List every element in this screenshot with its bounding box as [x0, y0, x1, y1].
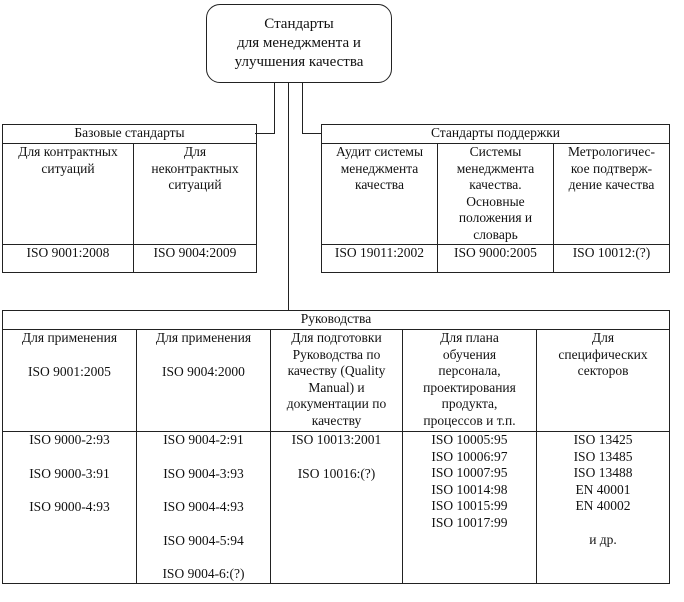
support-standards-title: Стандарты поддержки	[322, 125, 670, 144]
root-line-1: Стандарты	[264, 16, 334, 32]
root-line-2: для менеджмента и	[237, 35, 361, 51]
base-standard-noncontract: ISO 9004:2009	[134, 245, 257, 273]
support-standard-metrology: ISO 10012:(?)	[554, 245, 670, 273]
root-line-3: улучшения качества	[234, 54, 364, 70]
base-standard-contract: ISO 9001:2008	[3, 245, 134, 273]
guides-header-9001: Для применения ISO 9001:2005	[3, 330, 137, 432]
guides-header-9004: Для применения ISO 9004:2000	[137, 330, 271, 432]
guides-title: Руководства	[3, 311, 670, 330]
support-standard-qms: ISO 9000:2005	[438, 245, 554, 273]
guides-header-sectors: Для специфических секторов	[537, 330, 670, 432]
guides-table	[2, 310, 670, 584]
guides-header-quality-manual: Для подготовки Руководства по качеству (Quality Manual) и документации по качеству	[271, 330, 403, 432]
support-standard-audit: ISO 19011:2002	[322, 245, 438, 273]
support-header-audit: Аудит системы менеджмента качества	[322, 144, 438, 245]
guides-items-quality-manual: ISO 10013:2001 ISO 10016:(?)	[271, 432, 403, 584]
root-box	[206, 4, 392, 83]
base-header-noncontract: Для неконтрактных ситуаций	[134, 144, 257, 245]
support-header-metrology: Метрологичес- кое подтверж- дение качества	[554, 144, 670, 245]
base-standards-table	[2, 124, 257, 273]
guides-header-training: Для плана обучения персонала, проектирования продукта, процессов и т.п.	[403, 330, 537, 432]
guides-items-training: ISO 10005:95 ISO 10006:97 ISO 10007:95 ISO 10014:98 ISO 10015:99 ISO 10017:99	[403, 432, 537, 584]
support-standards-table	[321, 124, 670, 273]
connector-root-to-support-vertical	[302, 83, 303, 134]
guides-items-9001: ISO 9000-2:93 ISO 9000-3:91 ISO 9000-4:93	[3, 432, 137, 584]
connector-root-to-support-horizontal	[302, 133, 321, 134]
base-header-contract: Для контрактных ситуаций	[3, 144, 134, 245]
connector-root-to-guides-vertical	[288, 83, 289, 311]
base-standards-title: Базовые стандарты	[3, 125, 257, 144]
connector-root-to-base-horizontal	[255, 133, 275, 134]
guides-items-sectors: ISO 13425 ISO 13485 ISO 13488 EN 40001 EN 40002 и др.	[537, 432, 670, 584]
support-header-qms: Системы менеджмента качества. Основные положения и словарь	[438, 144, 554, 245]
connector-root-to-base-vertical	[274, 83, 275, 134]
guides-items-9004: ISO 9004-2:91 ISO 9004-3:93 ISO 9004-4:93 ISO 9004-5:94 ISO 9004-6:(?)	[137, 432, 271, 584]
